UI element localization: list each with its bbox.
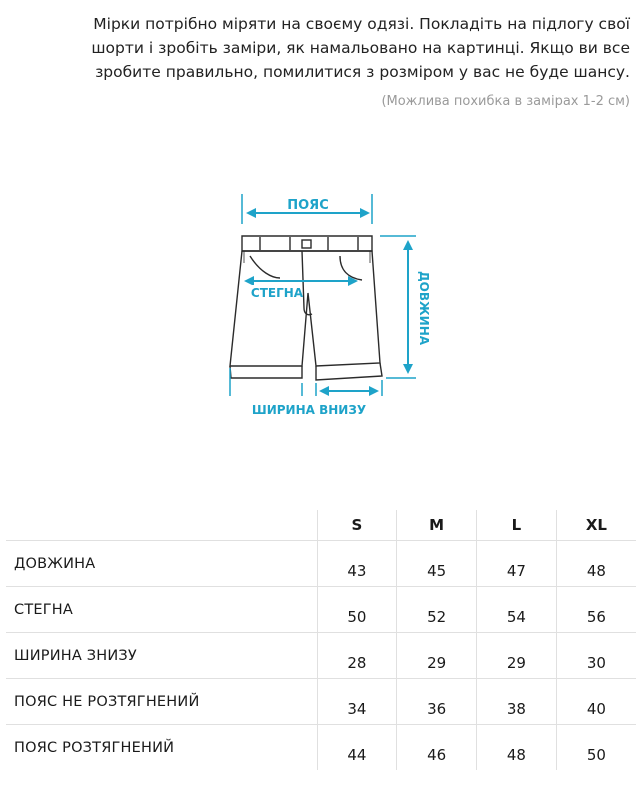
instructions-line-3: зробите правильно, помилитися з розміром у вас не буде шансу. bbox=[95, 63, 630, 81]
cell-value: 38 bbox=[477, 679, 557, 725]
bottom-width-label: ШИРИНА ВНИЗУ bbox=[251, 403, 367, 417]
cell-value: 29 bbox=[397, 633, 477, 679]
waist-label: ПОЯС bbox=[287, 198, 329, 213]
cell-value: 56 bbox=[556, 587, 636, 633]
cell-value: 54 bbox=[477, 587, 557, 633]
row-label-waist-stretched: ПОЯС РОЗТЯГНЕНИЙ bbox=[14, 739, 175, 756]
cell-value: 29 bbox=[477, 633, 557, 679]
shorts-outline bbox=[230, 236, 382, 380]
hips-label: СТЕГНА bbox=[250, 286, 304, 300]
header-size-xl: XL bbox=[556, 510, 636, 541]
instructions-line-2: шорти і зробіть заміри, як намальовано на картинці. Якщо ви все bbox=[91, 39, 630, 57]
row-label-hips: СТЕГНА bbox=[6, 587, 317, 633]
header-size-l: L bbox=[477, 510, 557, 541]
cell-value: 30 bbox=[556, 633, 636, 679]
table-row bbox=[6, 541, 636, 587]
measurement-error-note: (Можлива похибка в замірах 1-2 см) bbox=[381, 94, 630, 109]
instructions-line-1: Мірки потрібно міряти на своєму одязі. Покладіть на підлогу свої bbox=[93, 15, 630, 33]
header-blank bbox=[6, 510, 317, 541]
length-label: ДОВЖИНА bbox=[417, 270, 431, 346]
header-size-s: S bbox=[317, 510, 397, 541]
table-row bbox=[6, 725, 636, 771]
cell-value: 47 bbox=[477, 541, 557, 587]
cell-value: 50 bbox=[317, 587, 397, 633]
table-row bbox=[6, 587, 636, 633]
table-row bbox=[6, 679, 636, 725]
cell-value: 48 bbox=[477, 725, 557, 771]
cell-value: 50 bbox=[556, 725, 636, 771]
cell-value: 52 bbox=[397, 587, 477, 633]
cell-value: 45 bbox=[397, 541, 477, 587]
size-chart-table bbox=[6, 510, 636, 770]
cell-value: 44 bbox=[317, 725, 397, 771]
cell-value: 48 bbox=[556, 541, 636, 587]
cell-value: 36 bbox=[397, 679, 477, 725]
instructions-text bbox=[10, 12, 630, 84]
shorts-measurement-diagram bbox=[220, 188, 440, 423]
cell-value: 34 bbox=[317, 679, 397, 725]
row-label-waist-unstretched: ПОЯС НЕ РОЗТЯГНЕНИЙ bbox=[6, 679, 317, 725]
cell-value: 40 bbox=[556, 679, 636, 725]
table-row bbox=[6, 633, 636, 679]
cell-value: 28 bbox=[317, 633, 397, 679]
cell-value: 46 bbox=[397, 725, 477, 771]
cell-value: 43 bbox=[317, 541, 397, 587]
table-header-row bbox=[6, 510, 636, 541]
row-label-bottom-width: ШИРИНА ЗНИЗУ bbox=[6, 633, 317, 679]
row-label-length: ДОВЖИНА bbox=[6, 541, 317, 587]
header-size-m: M bbox=[397, 510, 477, 541]
